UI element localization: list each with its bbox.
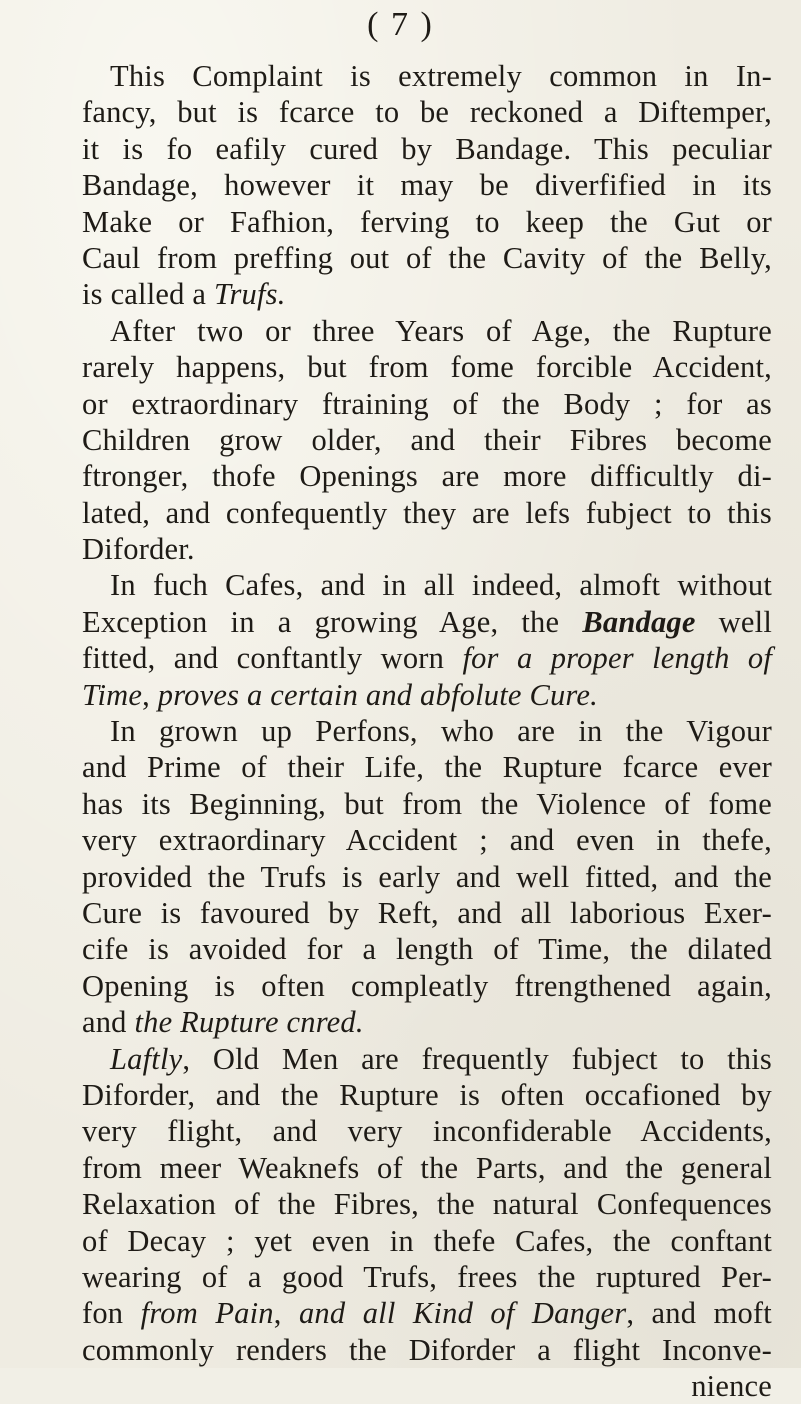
text-line: lated, and confequently they are lefs fubject to this	[82, 495, 772, 530]
text-line: or extraordinary ftraining of the Body ; for as	[82, 386, 772, 421]
text-line: Diforder.	[82, 532, 195, 567]
text-segment: fon	[82, 1296, 141, 1331]
text-segment: Exception in a growing Age, the	[82, 604, 583, 639]
text-line: Opening is often compleatly ftrengthened again,	[82, 968, 772, 1003]
text-line: This Complaint is extremely common in In-	[110, 59, 772, 93]
text-segment: ,	[142, 677, 158, 712]
page-number: ( 7 )	[367, 6, 434, 43]
text-segment: , and moft	[626, 1296, 772, 1331]
text-segment: , Old Men are frequently fubject to this	[182, 1041, 772, 1076]
italic-phrase: proves a certain and abfolute Cure.	[157, 677, 598, 712]
italic-phrase: the Rupture cnred.	[134, 1005, 364, 1040]
text-line	[82, 1295, 772, 1331]
text-line: rarely happens, but from fome forcible Accident,	[82, 350, 772, 385]
text-segment: and	[82, 1005, 135, 1040]
text-line: wearing of a good Trufs, frees the ruptured Per-	[82, 1259, 772, 1294]
text-line: In fuch Cafes, and in all indeed, almoft without	[110, 568, 772, 603]
text-line: Caul from preffing out of the Cavity of the Belly,	[82, 240, 772, 275]
text-line: After two or three Years of Age, the Rupture	[110, 313, 772, 348]
text-line: nience	[691, 1369, 772, 1404]
italic-phrase: for a proper length of	[462, 641, 772, 676]
text-line: very extraordinary Accident ; and even in thefe,	[82, 823, 772, 858]
text-line: it is fo eafily cured by Bandage. This peculiar	[82, 131, 772, 166]
text-line: commonly renders the Diforder a flight Inconve-	[82, 1332, 772, 1367]
text-line: fancy, but is fcarce to be reckoned a Diftemper,	[82, 95, 772, 130]
text-line: Make or Fafhion, ferving to keep the Gut or	[82, 204, 772, 239]
text-line: Diforder, and the Rupture is often occafioned by	[82, 1077, 772, 1112]
italic-phrase: Bandage	[582, 604, 696, 639]
text-line: Bandage, however it may be diverfified in its	[82, 168, 772, 203]
text-line	[82, 1041, 772, 1077]
italic-phrase: from Pain	[140, 1296, 274, 1331]
text-segment: well	[695, 604, 772, 639]
body-text	[82, 58, 772, 1404]
text-line	[82, 1004, 772, 1040]
text-line	[82, 604, 772, 640]
text-line: and Prime of their Life, the Rupture fcarce ever	[82, 750, 772, 785]
text-line	[82, 640, 772, 676]
italic-phrase: Laftly	[110, 1041, 183, 1076]
text-line: provided the Trufs is early and well fitted, and the	[82, 859, 772, 894]
text-line: ftronger, thofe Openings are more difficultly di-	[82, 459, 772, 494]
text-line	[82, 677, 772, 713]
italic-phrase: Trufs.	[213, 277, 286, 312]
text-segment: fitted, and conftantly worn	[82, 641, 463, 676]
text-line: Cure is favoured by Reft, and all laborious Exer-	[82, 895, 772, 930]
text-line	[82, 276, 772, 312]
text-line: Children grow older, and their Fibres become	[82, 422, 772, 457]
text-line: has its Beginning, but from the Violence of fome	[82, 786, 772, 821]
text-line: Relaxation of the Fibres, the natural Confequences	[82, 1187, 772, 1222]
text-line: from meer Weaknefs of the Parts, and the general	[82, 1150, 772, 1185]
text-line: very flight, and very inconfiderable Accidents,	[82, 1114, 772, 1149]
text-line: of Decay ; yet even in thefe Cafes, the conftant	[82, 1223, 772, 1258]
italic-phrase: Time	[82, 677, 143, 712]
text-line: cife is avoided for a length of Time, the dilated	[82, 932, 772, 967]
text-line: In grown up Perfons, who are in the Vigour	[110, 714, 772, 749]
text-segment: is called a	[82, 277, 214, 312]
italic-phrase: and all Kind of Danger	[298, 1296, 627, 1331]
text-segment: ,	[273, 1296, 299, 1331]
